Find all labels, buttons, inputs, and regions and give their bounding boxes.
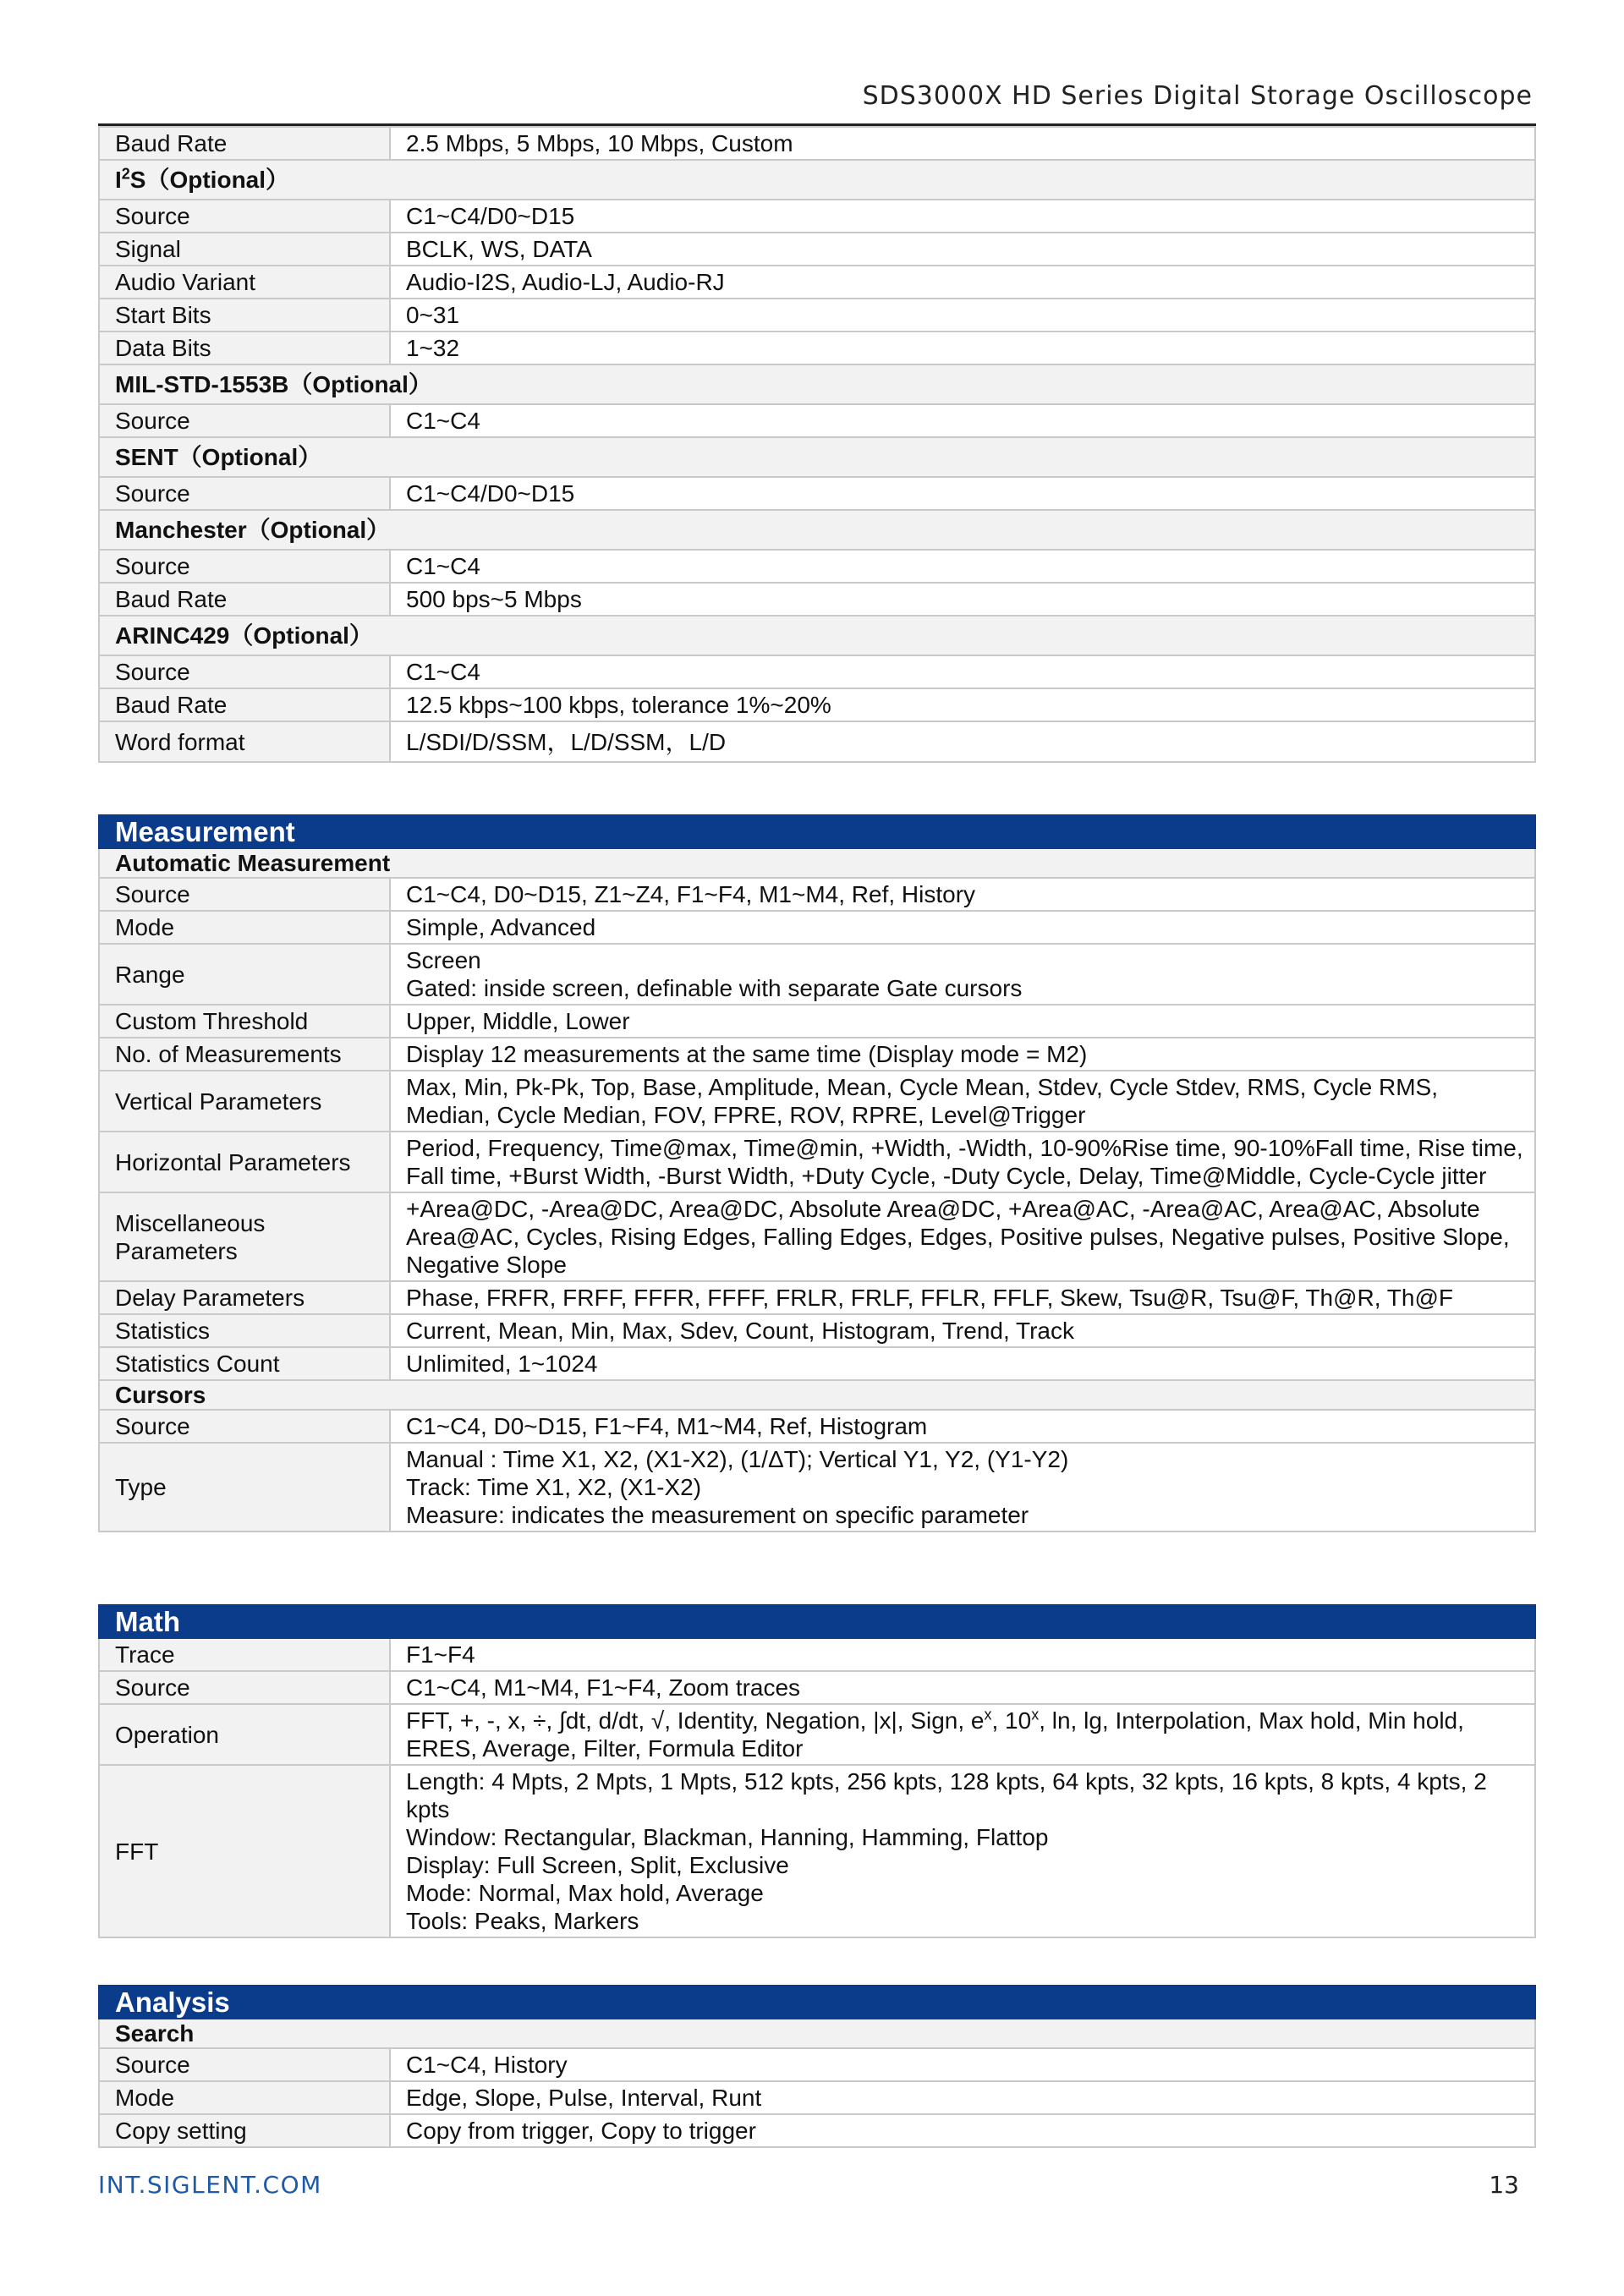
- page-number: 13: [1489, 2171, 1519, 2199]
- row-label: Source: [99, 1671, 390, 1704]
- row-value: 0~31: [390, 299, 1535, 332]
- row-label: Source: [99, 550, 390, 583]
- row-label: Statistics: [99, 1314, 390, 1347]
- value-line: Mode: Normal, Max hold, Average: [406, 1880, 764, 1906]
- table-row: [99, 2048, 1535, 2081]
- value-line: Length: 4 Mpts, 2 Mpts, 1 Mpts, 512 kpts, 256 kpts, 128 kpts, 64 kpts, 32 kpts, 16 kpts, 8 kpts, 4 kpts, 2 kpts: [406, 1768, 1487, 1822]
- value-line: Unlimited, 1~1024: [406, 1351, 598, 1377]
- row-value: 2.5 Mbps, 5 Mbps, 10 Mbps, Custom: [390, 127, 1535, 160]
- measurement-rows: [99, 878, 1535, 1380]
- row-value: [390, 1347, 1535, 1380]
- table-row: [99, 1192, 1535, 1281]
- section-row-manchester: [99, 510, 1535, 550]
- section-header-analysis: Analysis: [99, 1986, 1535, 2019]
- section-title-sent: SENT（Optional）: [99, 437, 1535, 477]
- table-row: [99, 1038, 1535, 1071]
- table-row: [99, 1281, 1535, 1314]
- row-value: 1~32: [390, 332, 1535, 364]
- row-label: Source: [99, 878, 390, 911]
- math-table: [98, 1604, 1536, 1938]
- subsection-row: [99, 1380, 1535, 1410]
- table-row: [99, 127, 1535, 160]
- row-label: Mode: [99, 2081, 390, 2114]
- row-label: Operation: [99, 1704, 390, 1765]
- row-value: C1~C4: [390, 550, 1535, 583]
- value-line: C1~C4, D0~D15, Z1~Z4, F1~F4, M1~M4, Ref, History: [406, 881, 976, 907]
- row-value: [390, 1638, 1535, 1671]
- table-row: [99, 1005, 1535, 1038]
- value-line: Period, Frequency, Time@max, Time@min, +Width, -Width, 10-90%Rise time, 90-10%Fall time, Rise time, Fall time, +Burst Width, -Burst Width, +Duty Cycle, -Duty Cycle, Delay, Time@Middle, Cycle-Cycle jitter: [406, 1135, 1523, 1189]
- row-value: Audio-I2S, Audio-LJ, Audio-RJ: [390, 266, 1535, 299]
- section-header-row: [99, 815, 1535, 848]
- row-label: Source: [99, 200, 390, 233]
- row-value: C1~C4/D0~D15: [390, 477, 1535, 510]
- value-line: Current, Mean, Min, Max, Sdev, Count, Histogram, Trend, Track: [406, 1318, 1074, 1344]
- section-row-i2s: [99, 160, 1535, 200]
- table-row: [99, 1314, 1535, 1347]
- row-label: Horizontal Parameters: [99, 1132, 390, 1192]
- document-title: SDS3000X HD Series Digital Storage Oscilloscope: [862, 81, 1533, 111]
- table-row: [99, 911, 1535, 944]
- row-value: [390, 878, 1535, 911]
- row-label: Signal: [99, 233, 390, 266]
- table-row: [99, 583, 1535, 616]
- value-line: Manual : Time X1, X2, (X1-X2), (1/ΔT); Vertical Y1, Y2, (Y1-Y2): [406, 1446, 1069, 1472]
- value-line: Screen: [406, 947, 481, 973]
- table-row: [99, 721, 1535, 762]
- row-label: Baud Rate: [99, 688, 390, 721]
- table-row: [99, 1704, 1535, 1765]
- section-row-arinc429: [99, 616, 1535, 655]
- row-label: Baud Rate: [99, 127, 390, 160]
- cursor-rows: [99, 1410, 1535, 1532]
- row-value: C1~C4/D0~D15: [390, 200, 1535, 233]
- row-value: [390, 1443, 1535, 1532]
- table-row: [99, 1765, 1535, 1937]
- value-line: Window: Rectangular, Blackman, Hanning, Hamming, Flattop: [406, 1824, 1049, 1850]
- row-value: C1~C4: [390, 404, 1535, 437]
- row-label: Delay Parameters: [99, 1281, 390, 1314]
- section-title-i2s: $I^2S(Optional)$: [99, 160, 1535, 200]
- section-header-math: Math: [99, 1605, 1535, 1638]
- row-value: [390, 1281, 1535, 1314]
- section-title-mil-std-1553b: MIL-STD-1553B（Optional）: [99, 364, 1535, 404]
- section-title-manchester: Manchester（Optional）: [99, 510, 1535, 550]
- value-line: C1~C4, M1~M4, F1~F4, Zoom traces: [406, 1674, 801, 1701]
- analysis-rows: [99, 2048, 1535, 2147]
- row-label: Custom Threshold: [99, 1005, 390, 1038]
- row-value: [390, 1071, 1535, 1132]
- value-line: Upper, Middle, Lower: [406, 1008, 630, 1034]
- table-row: [99, 550, 1535, 583]
- row-label: Audio Variant: [99, 266, 390, 299]
- value-line: Gated: inside screen, definable with separate Gate cursors: [406, 975, 1023, 1001]
- value-line: Measure: indicates the measurement on specific parameter: [406, 1502, 1029, 1528]
- row-value: [390, 2114, 1535, 2147]
- table-row: [99, 1347, 1535, 1380]
- row-label: Start Bits: [99, 299, 390, 332]
- table-row: [99, 404, 1535, 437]
- value-line: Simple, Advanced: [406, 914, 596, 940]
- value-line: Display 12 measurements at the same time (Display mode = M2): [406, 1041, 1088, 1067]
- table-row: [99, 1410, 1535, 1443]
- section-row-mil: [99, 364, 1535, 404]
- row-label: Source: [99, 655, 390, 688]
- row-label: Data Bits: [99, 332, 390, 364]
- row-value: BCLK, WS, DATA: [390, 233, 1535, 266]
- row-value: [390, 1038, 1535, 1071]
- row-value: [390, 2048, 1535, 2081]
- section-title-arinc429: ARINC429（Optional）: [99, 616, 1535, 655]
- row-label: Statistics Count: [99, 1347, 390, 1380]
- footer-website-link[interactable]: INT.SIGLENT.COM: [98, 2171, 322, 2199]
- value-line: Max, Min, Pk-Pk, Top, Base, Amplitude, Mean, Cycle Mean, Stdev, Cycle Stdev, RMS, Cycle RMS, Median, Cycle Median, FOV, FPRE, ROV, RPRE, Level@Trigger: [406, 1074, 1438, 1128]
- row-label: No. of Measurements: [99, 1038, 390, 1071]
- row-label: Type: [99, 1443, 390, 1532]
- table-row: [99, 200, 1535, 233]
- row-label: Word format: [99, 721, 390, 762]
- value-line: +Area@DC, -Area@DC, Area@DC, Absolute Area@DC, +Area@AC, -Area@AC, Area@AC, Absolute Area@AC, Cycles, Rising Edges, Falling Edges, Edges, Positive pulses, Negative pulses, Positive Slope, Negative Slope: [406, 1196, 1510, 1278]
- row-value: L/SDI/D/SSM，L/D/SSM，L/D: [390, 721, 1535, 762]
- row-value: [390, 1671, 1535, 1704]
- row-value: FFT, +, -, x, ÷, ∫dt, d/dt, √, Identity, Negation, |x|, Sign, $e^x$, 10$^x$, ln, lg, Interpolation, Max hold, Min hold, ERES, Average, Filter, Formula Editor: [390, 1704, 1535, 1765]
- measurement-table: [98, 814, 1536, 1532]
- row-value: 12.5 kbps~100 kbps, tolerance 1%~20%: [390, 688, 1535, 721]
- table-row: [99, 1638, 1535, 1671]
- row-value: [390, 1410, 1535, 1443]
- row-value: [390, 1132, 1535, 1192]
- table-row: [99, 233, 1535, 266]
- row-value: [390, 911, 1535, 944]
- value-line: Phase, FRFR, FRFF, FFFR, FFFF, FRLR, FRLF, FFLR, FFLF, Skew, Tsu@R, Tsu@F, Th@R, Th@F: [406, 1285, 1454, 1311]
- section-row-sent: [99, 437, 1535, 477]
- row-label: Source: [99, 2048, 390, 2081]
- subsection-title-cursors: Cursors: [99, 1380, 1535, 1410]
- table-row: [99, 299, 1535, 332]
- table-row: [99, 2114, 1535, 2147]
- subsection-row: [99, 848, 1535, 878]
- row-label: Source: [99, 404, 390, 437]
- row-value: [390, 2081, 1535, 2114]
- subsection-row: [99, 2019, 1535, 2048]
- table-row: [99, 477, 1535, 510]
- value-line: Track: Time X1, X2, (X1-X2): [406, 1474, 702, 1500]
- fft-rows: [99, 1765, 1535, 1937]
- value-line: Display: Full Screen, Split, Exclusive: [406, 1852, 789, 1878]
- subsection-title-search: Search: [99, 2019, 1535, 2048]
- value-line: Tools: Peaks, Markers: [406, 1908, 639, 1934]
- table-row: [99, 1443, 1535, 1532]
- row-label: Baud Rate: [99, 583, 390, 616]
- table-row: [99, 266, 1535, 299]
- row-value: [390, 1192, 1535, 1281]
- table-row: [99, 1132, 1535, 1192]
- row-label: FFT: [99, 1765, 390, 1937]
- row-label: Mode: [99, 911, 390, 944]
- analysis-table: [98, 1985, 1536, 2148]
- table-row: [99, 688, 1535, 721]
- section-header-measurement: Measurement: [99, 815, 1535, 848]
- value-line: Edge, Slope, Pulse, Interval, Runt: [406, 2085, 762, 2111]
- value-line: F1~F4: [406, 1641, 475, 1668]
- row-value: [390, 1005, 1535, 1038]
- table-row: [99, 944, 1535, 1005]
- table-row: [99, 1071, 1535, 1132]
- value-line: C1~C4, D0~D15, F1~F4, M1~M4, Ref, Histogram: [406, 1413, 928, 1439]
- row-label: Trace: [99, 1638, 390, 1671]
- section-header-row: [99, 1605, 1535, 1638]
- row-value: C1~C4: [390, 655, 1535, 688]
- row-label: Vertical Parameters: [99, 1071, 390, 1132]
- subsection-title-automatic-measurement: Automatic Measurement: [99, 848, 1535, 878]
- row-value: [390, 944, 1535, 1005]
- table-row: [99, 332, 1535, 364]
- decode-table: [98, 126, 1536, 763]
- table-row: [99, 2081, 1535, 2114]
- value-line: Copy from trigger, Copy to trigger: [406, 2118, 756, 2144]
- row-label: Range: [99, 944, 390, 1005]
- value-line: C1~C4, History: [406, 2052, 568, 2078]
- table-row: [99, 655, 1535, 688]
- row-label: Source: [99, 1410, 390, 1443]
- row-label: Miscellaneous Parameters: [99, 1192, 390, 1281]
- row-value: 500 bps~5 Mbps: [390, 583, 1535, 616]
- section-header-row: [99, 1986, 1535, 2019]
- row-label: Copy setting: [99, 2114, 390, 2147]
- row-value: [390, 1314, 1535, 1347]
- row-value: [390, 1765, 1535, 1937]
- math-rows: [99, 1638, 1535, 1704]
- row-label: Source: [99, 477, 390, 510]
- table-row: [99, 1671, 1535, 1704]
- table-row: [99, 878, 1535, 911]
